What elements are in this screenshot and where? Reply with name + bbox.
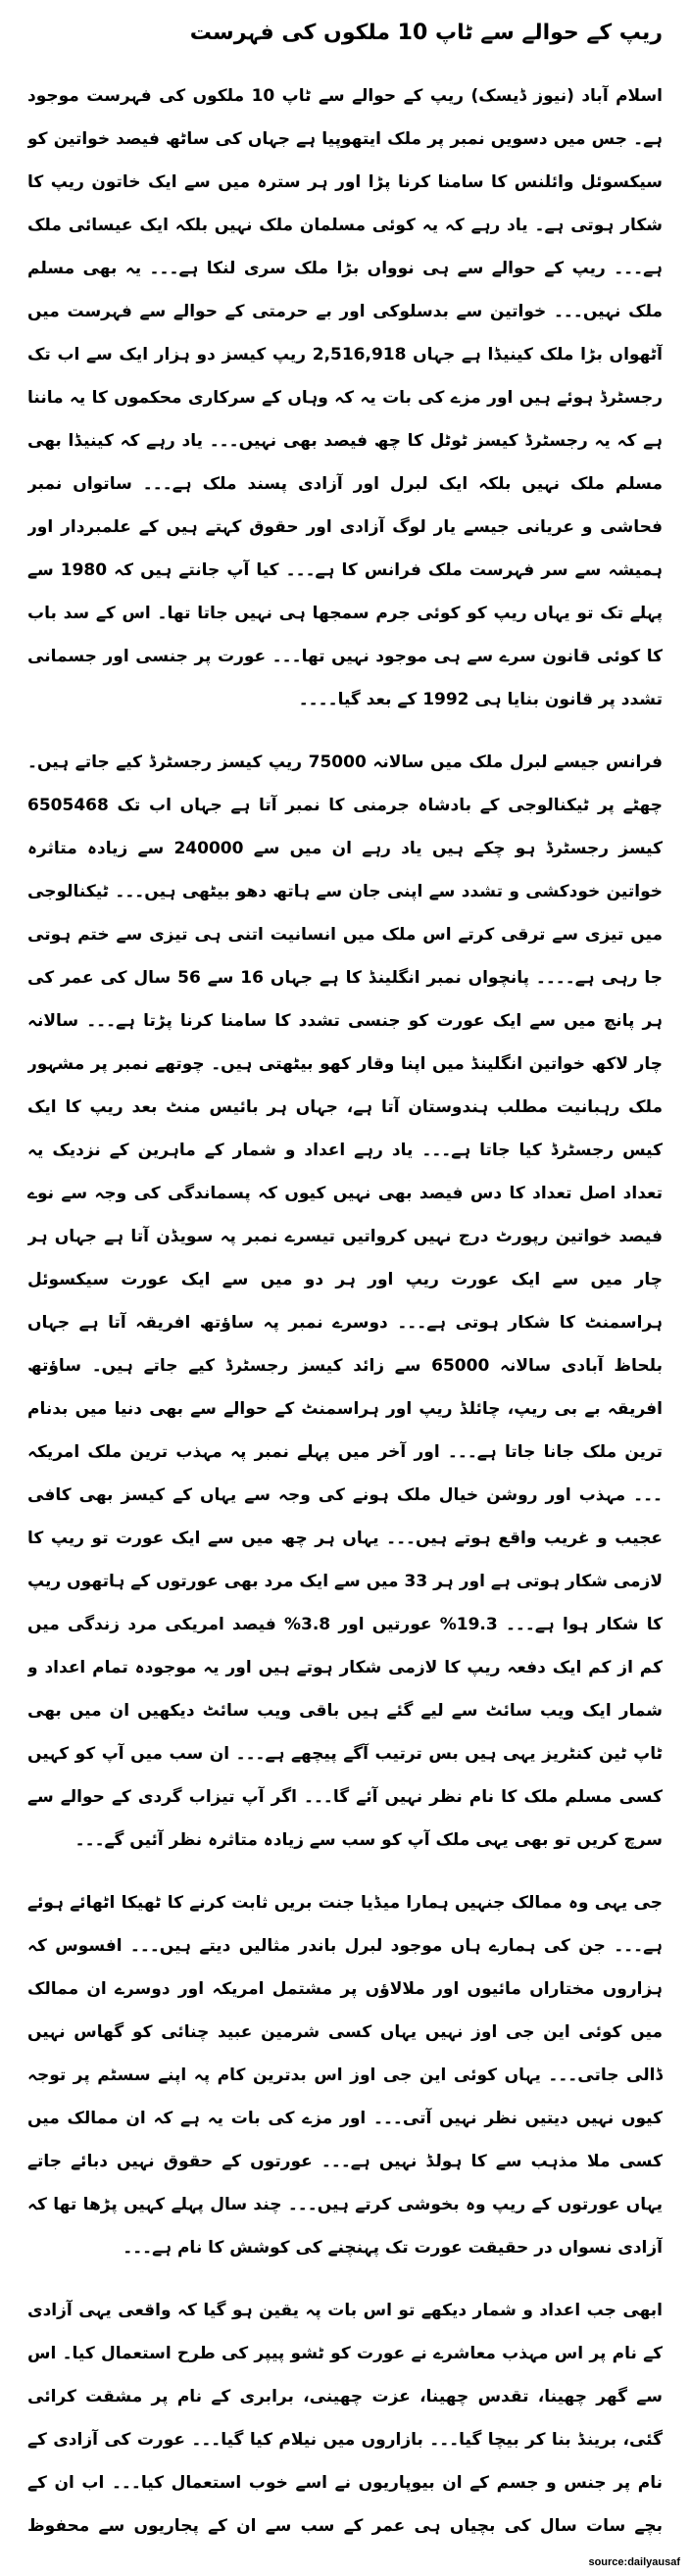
article xyxy=(27,14,663,2547)
article-paragraph: اسلام آباد (نیوز ڈیسک) ریپ کے حوالے سے ٹاپ 10 ملکوں کی فہرست موجود ہے۔ جس میں دسویں نمبر پر ملک ایتھوپیا ہے جہاں کی ساٹھ فیصد خواتین کو سیکسوئل وائلنس کا سامنا کرنا پڑا اور ہر سترہ میں سے ایک خاتون ریپ کا شکار ہوتی ہے۔ یاد رہے کہ یہ کوئی مسلمان ملک نہیں بلکہ ایک عیسائی ملک ہے۔۔۔ ریپ کے حوالے سے ہی نوواں بڑا ملک سری لنکا ہے۔۔۔ یہ بھی مسلم ملک نہیں۔۔۔ خواتین سے بدسلوکی اور بے حرمتی کے حوالے سے فہرست میں آٹھواں بڑا ملک کینیڈا ہے جہاں 2,516,918 ریپ کیسز دو ہزار ایک سے اب تک رجسٹرڈ ہوئے ہیں اور مزے کی بات یہ کہ وہاں کے سرکاری محکموں کا یہ ماننا ہے کہ یہ رجسٹرڈ کیسز ٹوٹل کا چھ فیصد بھی نہیں۔۔۔ یاد رہے کہ کینیڈا بھی مسلم ملک نہیں بلکہ ایک لبرل اور آزادی پسند ملک ہے۔۔۔ ساتواں نمبر فحاشی و عریانی جیسے یار لوگ آزادی اور حقوق کہتے ہیں کے علمبردار اور ہمیشہ سے سر فہرست ملک فرانس کا ہے۔۔۔ کیا آپ جانتے ہیں کہ 1980 سے پہلے تک تو یہاں ریپ کو کوئی جرم سمجھا ہی نہیں جاتا تھا۔ اس کے سد باب کا کوئی قانون سرے سے ہی موجود نہیں تھا۔۔۔ عورت پر جنسی اور جسمانی تشدد پر قانون بنایا ہی 1992 کے بعد گیا۔۔۔۔ xyxy=(27,86,663,709)
article-paragraph: جی یہی وہ ممالک جنہیں ہمارا میڈیا جنت بریں ثابت کرنے کا ٹھیکا اٹھائے ہوئے ہے۔۔۔ جن کی ہمارے ہاں موجود لبرل باندر مثالیں دیتے ہیں۔۔۔ افسوس کہ ہزاروں مختاراں مائیوں اور ملالاؤں پر مشتمل امریکہ اور دوسرے ان ممالک میں کوئی این جی اوز نہیں یہاں کسی شرمین عبید چنائی کو گھاس نہیں ڈالی جاتی۔۔۔ یہاں کوئی این جی اوز اس بدترین کام پہ اپنے سسٹم پر توجہ کیوں نہیں دیتیں نظر نہیں آتی۔۔۔ اور مزے کی بات یہ ہے کہ ان ممالک میں کسی ملا مذہب سے کا ہولڈ نہیں ہے۔۔۔ عورتوں کے حقوق نہیں دبائے جاتے یہاں عورتوں کے ریپ وہ بخوشی کرتے ہیں۔۔۔ چند سال پہلے کہیں پڑھا تھا کہ آزادی نسواں در حقیقت عورت تک پہنچنے کی کوشش کا نام ہے۔۔۔ xyxy=(27,1893,663,2258)
article-paragraph: فرانس جیسے لبرل ملک میں سالانہ 75000 ریپ کیسز رجسٹرڈ کیے جاتے ہیں۔ چھٹے پر ٹیکنالوجی کے بادشاہ جرمنی کا نمبر آتا ہے جہاں اب تک 6505468 کیسز رجسٹرڈ ہو چکے ہیں یاد رہے ان میں سے 240000 سے زیادہ متاثرہ خواتین خودکشی و تشدد سے اپنی جان سے ہاتھ دھو بیٹھی ہیں۔۔۔ ٹیکنالوجی میں تیزی سے ترقی کرتے اس ملک میں انسانیت اتنی ہی تیزی سے ختم ہوتی جا رہی ہے۔۔۔۔ پانچواں نمبر انگلینڈ کا ہے جہاں 16 سے 56 سال کی عمر کی ہر پانچ میں سے ایک عورت کو جنسی تشدد کا سامنا کرنا پڑتا ہے۔۔۔ سالانہ چار لاکھ خواتین انگلینڈ میں اپنا وقار کھو بیٹھتی ہیں۔ چوتھے نمبر پر مشہور ملک رہبانیت مطلب ہندوستان آتا ہے، جہاں ہر بائیس منٹ بعد ریپ کا ایک کیس رجسٹرڈ کیا جاتا ہے۔۔۔ یاد رہے اعداد و شمار کے ماہرین کے نزدیک یہ تعداد اصل تعداد کا دس فیصد بھی نہیں کیوں کہ پسماندگی کی وجہ سے نوے فیصد خواتین رپورٹ درج نہیں کرواتیں تیسرے نمبر پہ سویڈن آتا ہے جہاں ہر چار میں سے ایک عورت ریپ اور ہر دو میں سے ایک عورت سیکسوئل ہراسمنٹ کا شکار ہوتی ہے۔۔۔ دوسرے نمبر پہ ساؤتھ افریقہ آتا ہے جہاں بلحاظ آبادی سالانہ 65000 سے زائد کیسز رجسٹرڈ کیے جاتے ہیں۔ ساؤتھ افریقہ بے بی ریپ، چائلڈ ریپ اور ہراسمنٹ کے حوالے سے بھی دنیا میں بدنام ترین ملک جانا جاتا ہے۔۔۔ اور آخر میں پہلے نمبر پہ مہذب ترین ملک امریکہ ۔۔۔ مہذب اور روشن خیال ملک ہونے کی وجہ سے یہاں کے کیسز بھی کافی عجیب و غریب واقع ہوتے ہیں۔۔۔ یہاں ہر چھ میں سے ایک عورت تو ریپ کا لازمی شکار ہوتی ہے اور ہر 33 میں سے ایک مرد بھی عورتوں کے ہاتھوں ریپ کا شکار ہوا ہے۔۔۔ 19.3% عورتیں اور 3.8% فیصد امریکی مرد زندگی میں کم از کم ایک دفعہ ریپ کا لازمی شکار ہوتے ہیں اور یہ موجودہ تمام اعداد و شمار ایک ویب سائٹ سے لیے گئے ہیں باقی ویب سائٹ دیکھیں ان میں بھی ٹاپ ٹین کنٹریز یہی ہیں بس ترتیب آگے پیچھے ہے۔۔۔ ان سب میں آپ کو کہیں کسی مسلم ملک کا نام نظر نہیں آئے گا۔۔۔ اگر آپ تیزاب گردی کے حوالے سے سرچ کریں تو بھی یہی ملک آپ کو سب سے زیادہ متاثرہ نظر آئیں گے۔۔۔ xyxy=(27,753,663,1850)
source-credit: source:dailyausaf xyxy=(588,2556,680,2568)
article-paragraph: ابھی جب اعداد و شمار دیکھے تو اس بات پہ یقین ہو گیا کہ واقعی یہی آزادی کے نام پر اس مہذب معاشرے نے عورت کو ٹشو پیپر کی طرح استعمال کیا۔ اس سے گھر چھینا، تقدس چھینا، عزت چھینی، برابری کے نام پر مشقت کرائی گئی، برینڈ بنا کر بیچا گیا۔۔۔ بازاروں میں نیلام کیا گیا۔۔۔ عورت کی آزادی کے نام پر جنس و جسم کے ان بیوپاریوں نے اسے خوب استعمال کیا۔۔۔ اب ان کے بچے سات سال کی بچیاں ہی عمر کے سب سے ان کے پجاریوں سے محفوظ xyxy=(27,2301,663,2536)
article-title: ریپ کے حوالے سے ٹاپ 10 ملکوں کی فہرست xyxy=(189,21,663,45)
